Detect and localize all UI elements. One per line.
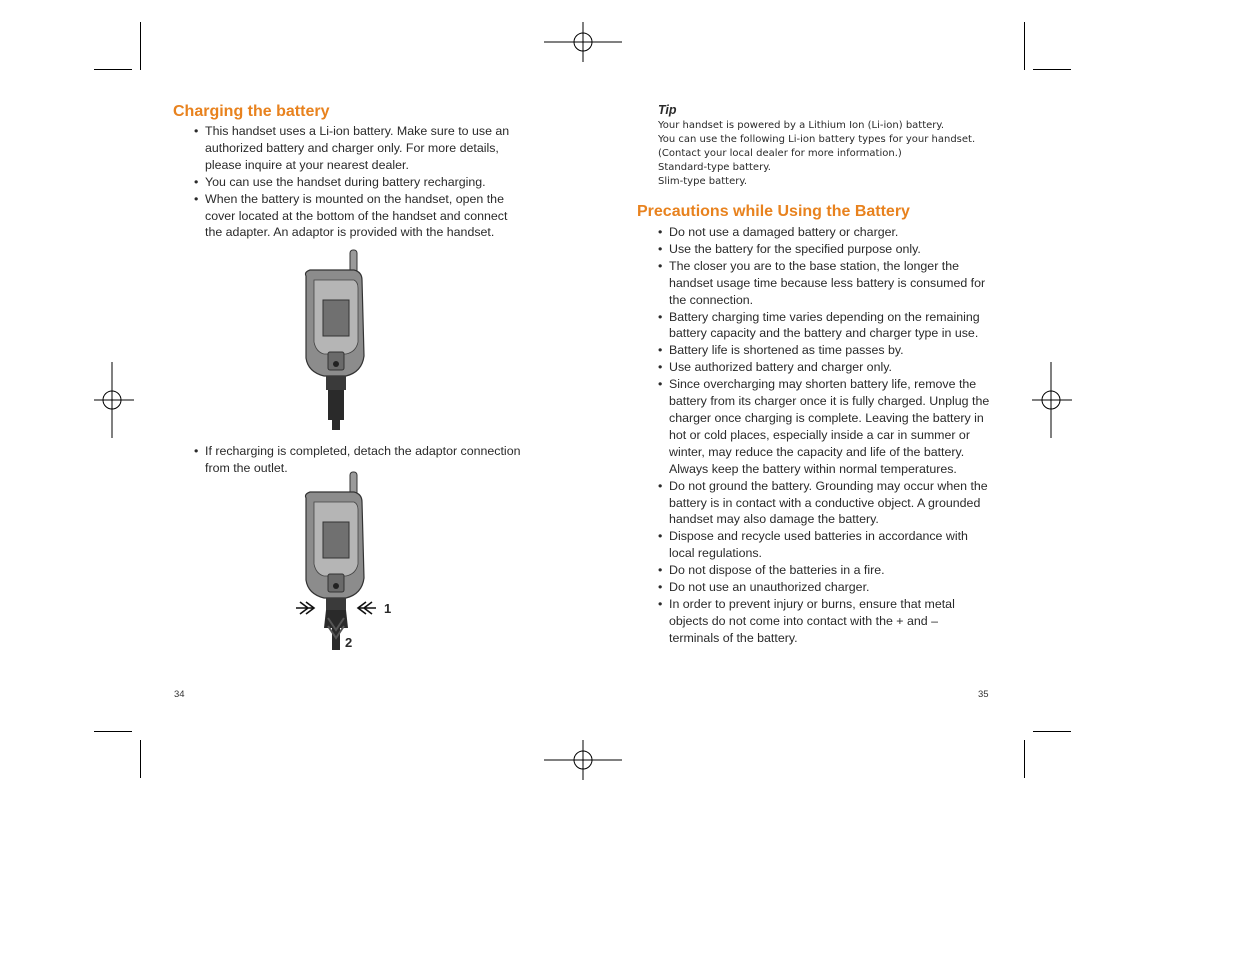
list-item: • Do not dispose of the batteries in a fire. (658, 562, 990, 579)
precautions-bullets (658, 224, 990, 647)
charging-bullets (194, 123, 524, 241)
list-item: • Dispose and recycle used batteries in accordance with local regulations. (658, 528, 990, 562)
list-item: • In order to prevent injury or burns, ensure that metal objects do not come into contact with the + and – terminals of the battery. (658, 596, 990, 647)
tip-line: You can use the following Li-ion battery types for your handset. (658, 134, 976, 145)
list-item: • The closer you are to the base station, the longer the handset usage time because less battery is consumed for the connection. (658, 258, 990, 309)
list-item: • Use the battery for the specified purpose only. (658, 241, 990, 258)
registration-mark-right (1032, 362, 1072, 438)
list-item: • Do not ground the battery. Grounding may occur when the battery is in contact with a conductive object. A grounded handset may also damage the battery. (658, 478, 990, 529)
tip-line: Slim-type battery. (658, 176, 748, 187)
tip-line: (Contact your local dealer for more information.) (658, 148, 902, 159)
figure-label-1: 1 (384, 601, 392, 616)
page-number-right: 35 (978, 689, 989, 700)
phone-charging-figure (290, 246, 380, 431)
tip-text (658, 119, 998, 189)
list-item: • Use authorized battery and charger only. (658, 359, 990, 376)
list-item: • Do not use a damaged battery or charger. (658, 224, 990, 241)
list-item: • If recharging is completed, detach the adaptor connection from the outlet. (194, 443, 524, 477)
page-number-left: 34 (174, 689, 185, 700)
registration-mark-bottom (544, 740, 622, 780)
list-item: • This handset uses a Li-ion battery. Make sure to use an authorized battery and charger only. For more details, please inquire at your nearest dealer. (194, 123, 524, 174)
list-item: • Do not use an unauthorized charger. (658, 579, 990, 596)
list-item: • Since overcharging may shorten battery life, remove the battery from its charger once it is fully charged. Unplug the charger once charging is complete. Leaving the battery in hot or cold places, especially inside a car in summer or winter, may reduce the capacity and life of the battery. Always keep the battery within normal temperatures. (658, 376, 990, 477)
tip-line: Your handset is powered by a Lithium Ion (Li-ion) battery. (658, 120, 945, 131)
phone-detach-figure (290, 468, 400, 653)
charging-heading: Charging the battery (173, 103, 330, 120)
list-item: • When the battery is mounted on the handset, open the cover located at the bottom of the handset and connect the adapter. An adaptor is provided with the handset. (194, 191, 524, 242)
precautions-heading: Precautions while Using the Battery (637, 203, 910, 220)
figure-label-2: 2 (345, 635, 353, 650)
list-item: • You can use the handset during battery recharging. (194, 174, 524, 191)
tip-line: Standard-type battery. (658, 162, 771, 173)
registration-mark-top (544, 22, 622, 62)
registration-mark-left (94, 362, 134, 438)
list-item: • Battery charging time varies depending on the remaining battery capacity and the battery and charger type in use. (658, 309, 990, 343)
list-item: • Battery life is shortened as time passes by. (658, 342, 990, 359)
tip-title: Tip (658, 103, 677, 117)
